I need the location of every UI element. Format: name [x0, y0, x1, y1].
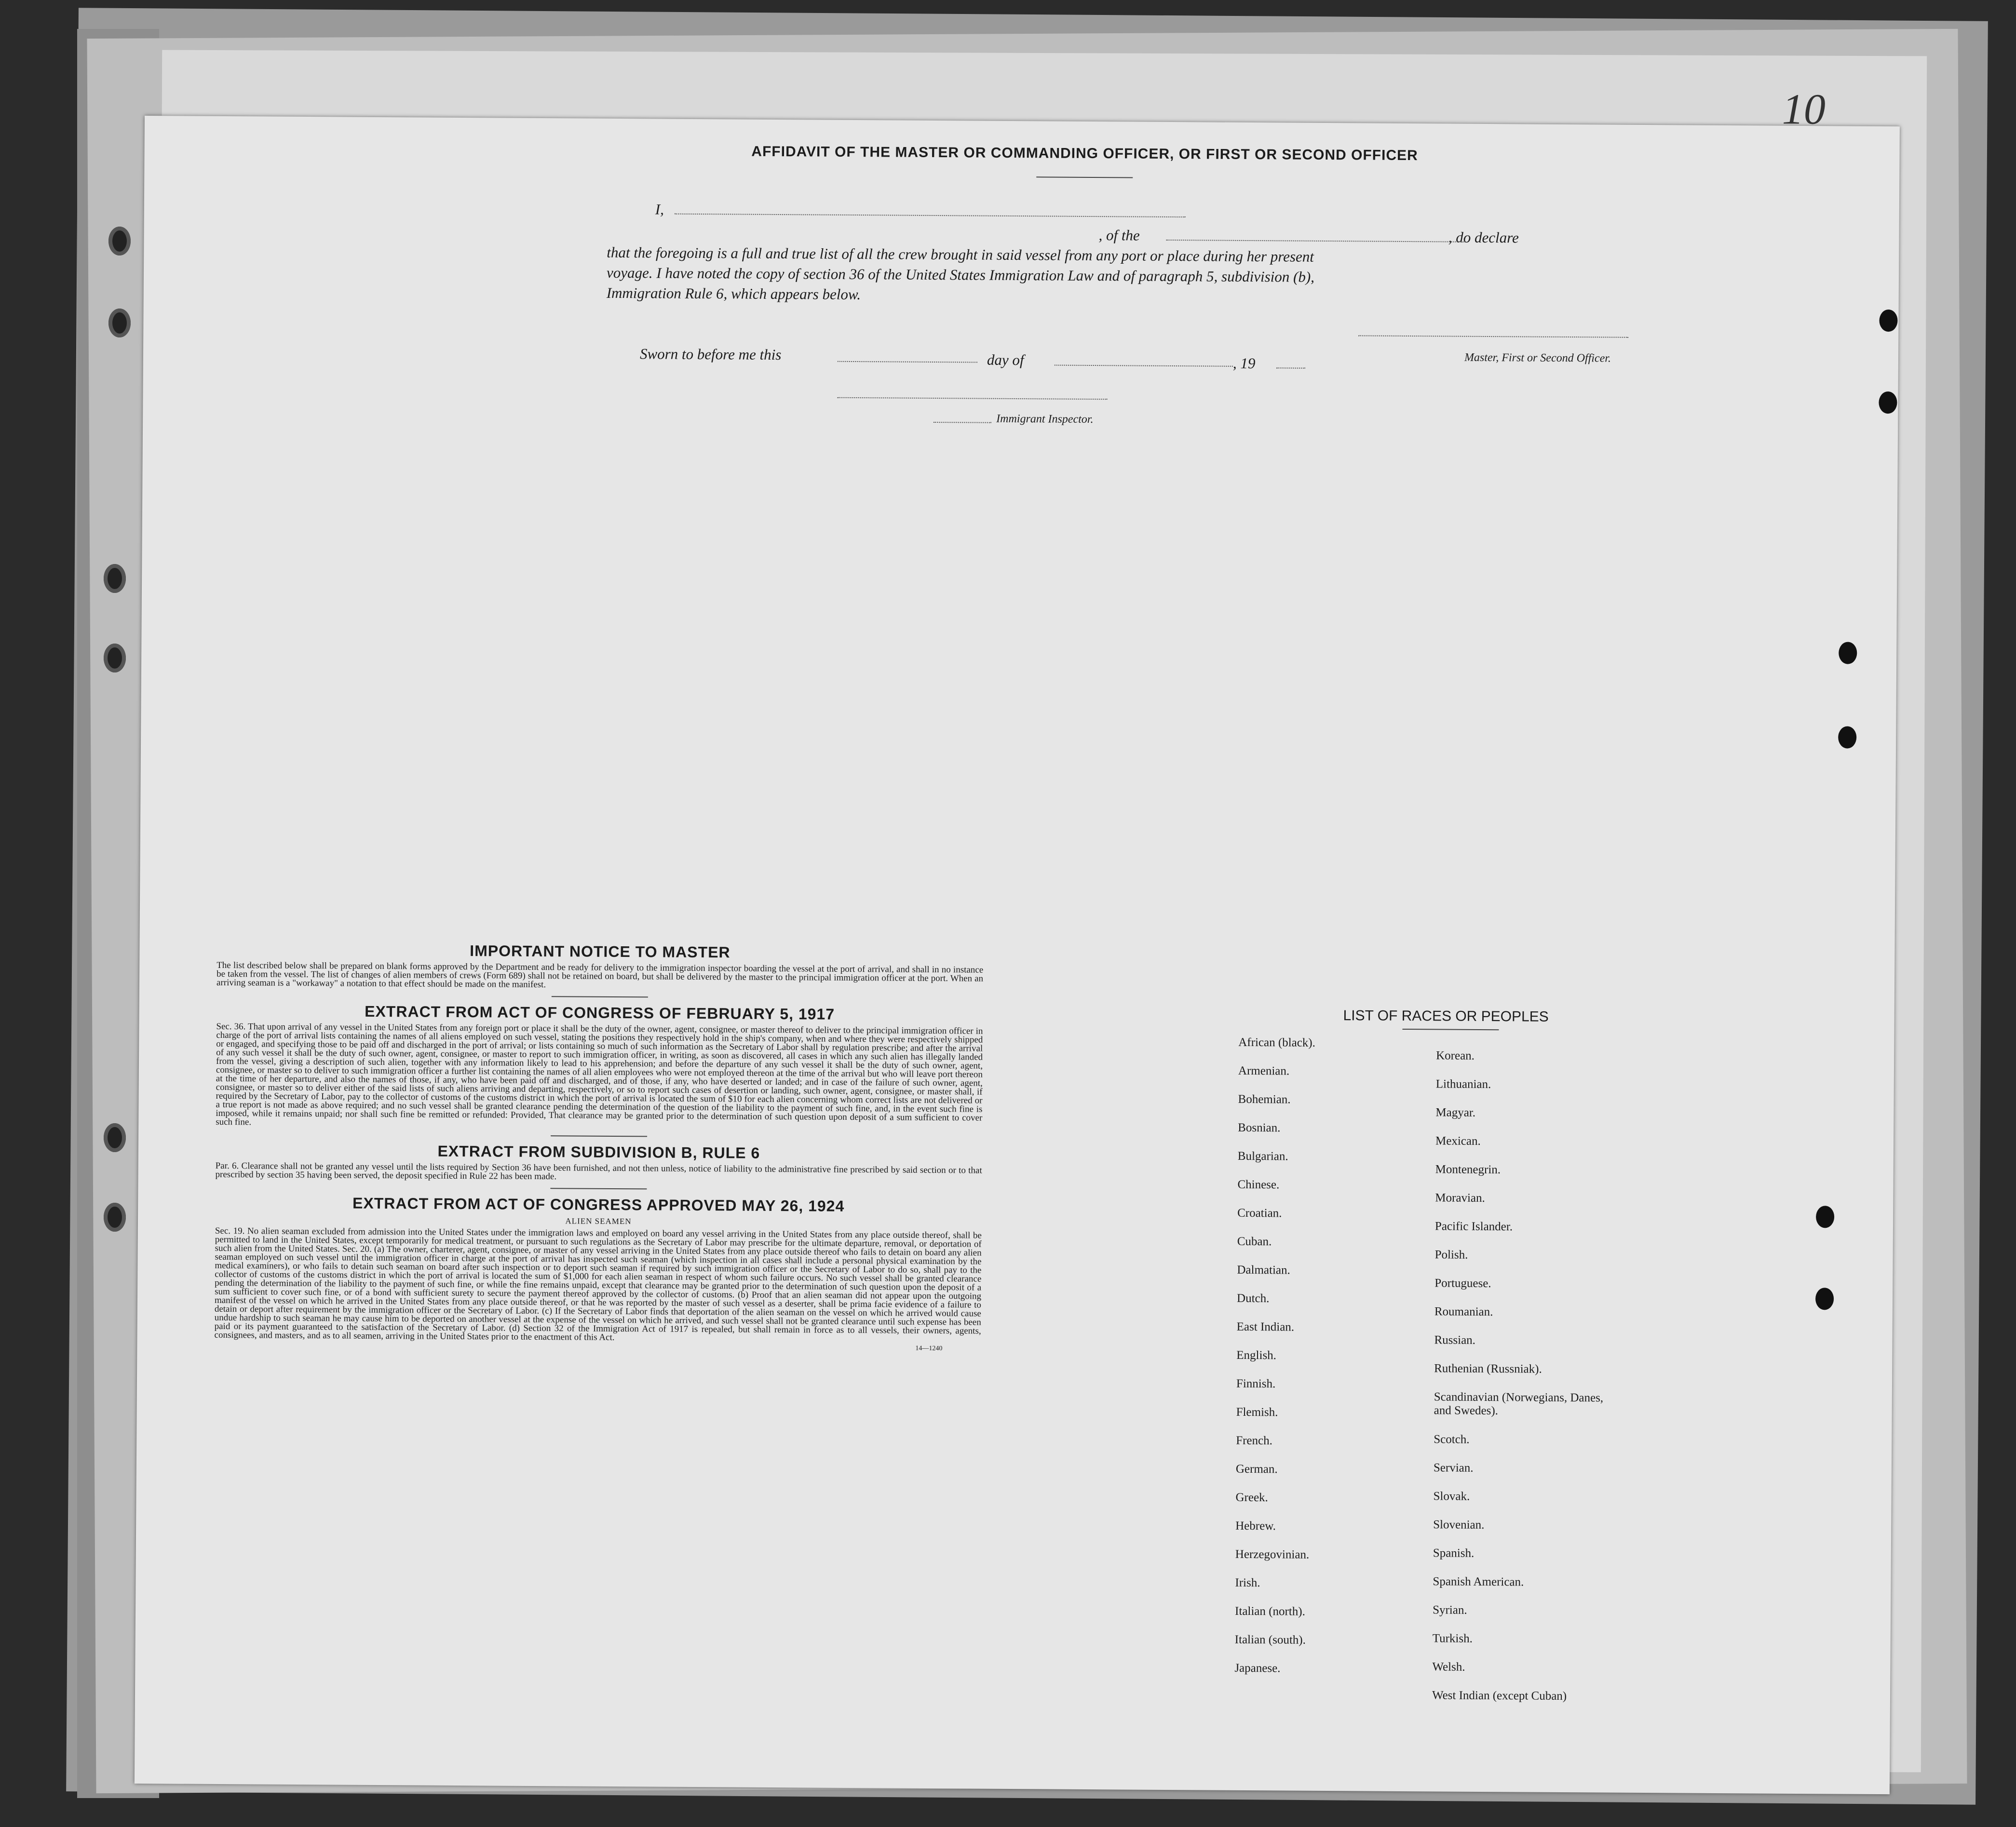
declaration-text: voyage. I have noted the copy of section 36 of the United States Immigration Law and of paragraph 5, subdivision (b), — [606, 264, 1315, 285]
race-item: Montenegrin. — [1435, 1163, 1501, 1177]
notice-body: The list described below shall be prepared on blank forms approved by the Department and be ready for delivery to the immigration inspector boarding the vessel at the port of arrival, and shall in no instance be taken from the vessel. The list of changes of alien members of crews (Form 689) shall not be retained on board, but shall be delivered by the master to the principal immigration officer at the port. When an arriving seaman is a "workaway" a notation to that effect should be made on the manifest. — [216, 960, 984, 990]
race-item: Greek. — [1235, 1491, 1268, 1505]
extract-1917-body: Sec. 36. That upon arrival of any vessel in the United States from any foreign port or place it shall be the duty of the owner, agent, consignee, or master thereof to deliver to the principal immigration officer in charge of the port of arrival lists containing the names of all aliens employed on such vessel, stating the positions they respectively hold in the ship's company, when and where they were respectively shipped or engaged, and specifying those to be paid off and discharged in the port of arrival; or lists containing so much of such information as the Secretary of Labor shall by regulation prescribe; and after the arrival of any such vessel it shall be the duty of such owner, agent, consignee, or master to report to such immigration officer, in writing, as soon as discovered, all cases in which any such alien has illegally landed from the vessel, giving a description of such alien, together with any information likely to lead to his apprehension; and before the departure of any such vessel it shall be the duty of such owner, agent, consignee, or master so to deliver to such immigration officer a further list containing the names of all alien employees who were not employed thereon at the time of the arrival but who will leave port thereon at the time of her departure, and also the names of those, if any, who have been paid off and discharged, and of those, if any, who have deserted or landed; and in case of the failure of such owner, agent, consignee, or master so to deliver either of the said lists of such aliens arriving and departing, respectively, or so to report such cases of desertion or landing, such owner, agent, consignee, or master shall, if required by the Secretary of Labor, pay to the collector of customs of the customs district in which the port of arrival is located the sum of $10 for each alien concerning whom correct lists are not delivered or a true report is not made as above required; and no such vessel shall be granted clearance pending the determination of the question of the liability to the payment of such fine, and, in the event such fine is imposed, while it remains unpaid; nor shall such fine be remitted or refunded: Provided, That clearance may be granted prior to the determination of such question upon deposit of a sum sufficient to cover such fine. — [216, 1021, 983, 1128]
race-item: Russian. — [1434, 1333, 1476, 1347]
race-item: German. — [1235, 1462, 1278, 1476]
race-item: Syrian. — [1433, 1603, 1467, 1617]
year-label: , 19 — [1232, 354, 1256, 372]
title-rule — [1036, 176, 1133, 178]
race-item: Scotch. — [1434, 1433, 1470, 1446]
sworn-year-field[interactable] — [1276, 367, 1305, 368]
affidavit-title: AFFIDAVIT OF THE MASTER OR COMMANDING OFFICER, OR FIRST OR SECOND OFFICER — [751, 143, 1418, 164]
races-column-1 — [1234, 1036, 1315, 1691]
form-number: 14—1240 — [915, 1344, 943, 1353]
punch-hole-icon — [1816, 1206, 1834, 1228]
extract-1924-body: Sec. 19. No alien seaman excluded from admission into the United States under the immigration laws and employed on board any vessel arriving in the United States from any place outside thereof, shall be permitted to land in the United States, except temporarily for medical treatment, or pursuant to such regulations as the Secretary of Labor may prescribe for the ultimate departure, removal, or deportation of such alien from the United States. Sec. 20. (a) The owner, charterer, agent, consignee, or master of any vessel arriving in the United States from any place outside thereof who fails to detain on board any alien seaman employed on such vessel until the immigration officer in charge at the port of arrival has inspected such seaman (which inspection in all cases shall include a personal physical examination by the medical examiners), or who fails to detain such seaman on board after such inspection or to deport such seaman if required by such immigration officer or the Secretary of Labor to do so, shall pay to the collector of customs of the customs district in which the port of arrival is located the sum of $1,000 for each alien seaman in respect of whom such failure occurs. No such vessel shall be granted clearance pending the determination of the liability to the payment of such fine, or while the fine remains unpaid, except that clearance may be granted prior to the determination of such question upon the deposit of a sum sufficient to cover such fine, or of a bond with sufficient surety to secure the payment thereof approved by the collector of customs. (b) Proof that an alien seaman did not appear upon the outgoing manifest of the vessel on which he arrived in the United States from any place outside thereof, or that he was reported by the master of such vessel as a deserter, shall be prima facie evidence of a failure to detain or deport after requirement by the immigration officer or the Secretary of Labor. (c) If the Secretary of Labor finds that deportation of the alien seaman on the vessel on which he arrived would cause undue hardship to such seaman he may cause him to be deported on another vessel at the expense of the vessel on which he arrived, and such vessel shall not be granted clearance until such expense has been paid or its payment guaranteed to the satisfaction of the Secretary of Labor. (d) Section 32 of the Immigration Act of 1917 is repealed, but shall remain in force as to all vessels, their owners, agents, consignees, and masters, and as to all seamen, arriving in the United States prior to the enactment of this Act. — [214, 1225, 982, 1343]
sworn-day-field[interactable] — [838, 361, 977, 363]
race-item: Cuban. — [1237, 1235, 1272, 1249]
punch-hole-icon — [1839, 642, 1857, 664]
race-item: Dutch. — [1236, 1291, 1270, 1305]
binder-hole-icon — [104, 564, 126, 593]
races-rule — [1402, 1029, 1499, 1030]
master-signature-caption: Master, First or Second Officer. — [1464, 351, 1611, 365]
legal-notices — [214, 940, 983, 1353]
declaration-text: that the foregoing is a full and true list of all the crew brought in said vessel from any port or place during her present — [607, 243, 1314, 265]
race-item: Spanish American. — [1433, 1575, 1524, 1589]
race-item: Lithuanian. — [1435, 1077, 1491, 1091]
section-rule — [550, 1188, 647, 1189]
race-item: Portuguese. — [1434, 1276, 1491, 1290]
affidavit-page — [135, 116, 1900, 1794]
race-item: East Indian. — [1236, 1320, 1295, 1334]
section-rule — [551, 1135, 647, 1137]
vessel-line: , of the , do declare — [1098, 227, 1519, 246]
master-signature-field[interactable] — [1358, 335, 1628, 337]
race-item: Roumanian. — [1434, 1305, 1493, 1319]
race-item: Bosnian. — [1238, 1121, 1281, 1135]
binder-hole-icon — [104, 1123, 126, 1152]
extract-rule6-body: Par. 6. Clearance shall not be granted any vessel until the lists required by Section 36 have been furnished, and not then unless, notice of liability to the administrative fine prescribed by said section or to that prescribed by section 35 having been served, the deposit specified in Rule 22 has been made. — [215, 1160, 982, 1182]
race-item: Slovak. — [1433, 1490, 1470, 1503]
race-item: Turkish. — [1432, 1632, 1473, 1645]
races-heading: LIST OF RACES OR PEOPLES — [1343, 1008, 1549, 1025]
race-item: Flemish. — [1236, 1405, 1278, 1419]
race-item: African (black). — [1238, 1035, 1316, 1049]
race-item: Pacific Islander. — [1434, 1220, 1513, 1234]
race-item: Croatian. — [1237, 1206, 1282, 1220]
extract-1917-heading: EXTRACT FROM ACT OF CONGRESS OF FEBRUARY 5, 1917 — [365, 1002, 835, 1023]
day-of-label: day of — [987, 351, 1024, 369]
sworn-month-field[interactable] — [1055, 365, 1233, 367]
race-item: Bulgarian. — [1237, 1149, 1288, 1163]
race-item: Chinese. — [1237, 1178, 1280, 1192]
race-item: Servian. — [1433, 1461, 1474, 1475]
alien-seamen-subheading: ALIEN SEAMEN — [565, 1216, 632, 1226]
race-item: English. — [1236, 1348, 1277, 1362]
race-item: Armenian. — [1238, 1064, 1290, 1078]
race-item: Ruthenian (Russniak). — [1434, 1362, 1542, 1376]
declaration-text: Immigration Rule 6, which appears below. — [606, 284, 861, 303]
race-item: French. — [1236, 1434, 1273, 1448]
declarant-line: I, — [655, 201, 664, 218]
race-item: Spanish. — [1433, 1546, 1475, 1560]
race-item: Moravian. — [1435, 1191, 1485, 1205]
race-item: Italian (north). — [1235, 1604, 1305, 1618]
binder-hole-icon — [104, 644, 126, 672]
race-item: Dalmatian. — [1237, 1263, 1290, 1277]
race-item: Korean. — [1436, 1049, 1475, 1062]
race-item: Herzegovinian. — [1235, 1547, 1310, 1561]
page-number: 10 — [1782, 85, 1826, 134]
inspector-signature-field[interactable] — [934, 422, 991, 423]
race-item: Slovenian. — [1433, 1518, 1485, 1532]
race-item: Italian (south). — [1234, 1633, 1306, 1647]
race-item: Japanese. — [1234, 1661, 1281, 1675]
race-item: Scandinavian (Norwegians, Danes, and Swedes). — [1434, 1390, 1604, 1418]
extract-1924-heading: EXTRACT FROM ACT OF CONGRESS APPROVED MAY 26, 1924 — [352, 1194, 845, 1215]
punch-hole-icon — [1815, 1288, 1834, 1310]
punch-hole-icon — [1879, 309, 1897, 332]
extract-rule6-heading: EXTRACT FROM SUBDIVISION B, RULE 6 — [437, 1142, 760, 1162]
race-item: Irish. — [1235, 1576, 1260, 1590]
notice-heading: IMPORTANT NOTICE TO MASTER — [470, 942, 731, 961]
races-column-2 — [1432, 1049, 1610, 1718]
inspector-caption: Immigrant Inspector. — [996, 412, 1094, 426]
race-item: West Indian (except Cuban) — [1432, 1689, 1567, 1703]
race-item: Finnish. — [1236, 1377, 1276, 1391]
punch-hole-icon — [1838, 726, 1856, 748]
race-item: Hebrew. — [1235, 1519, 1276, 1533]
section-rule — [552, 996, 648, 997]
race-item: Mexican. — [1435, 1134, 1481, 1148]
race-item: Bohemian. — [1238, 1092, 1291, 1106]
race-item: Polish. — [1434, 1248, 1468, 1262]
inspector-signature-field[interactable] — [837, 397, 1107, 400]
binder-hole-icon — [108, 309, 131, 337]
binder-hole-icon — [108, 227, 131, 255]
race-item: Magyar. — [1435, 1106, 1476, 1119]
punch-hole-icon — [1879, 391, 1897, 414]
sworn-label: Sworn to before me this — [639, 345, 782, 363]
binder-hole-icon — [104, 1203, 126, 1232]
race-item: Welsh. — [1432, 1660, 1465, 1674]
